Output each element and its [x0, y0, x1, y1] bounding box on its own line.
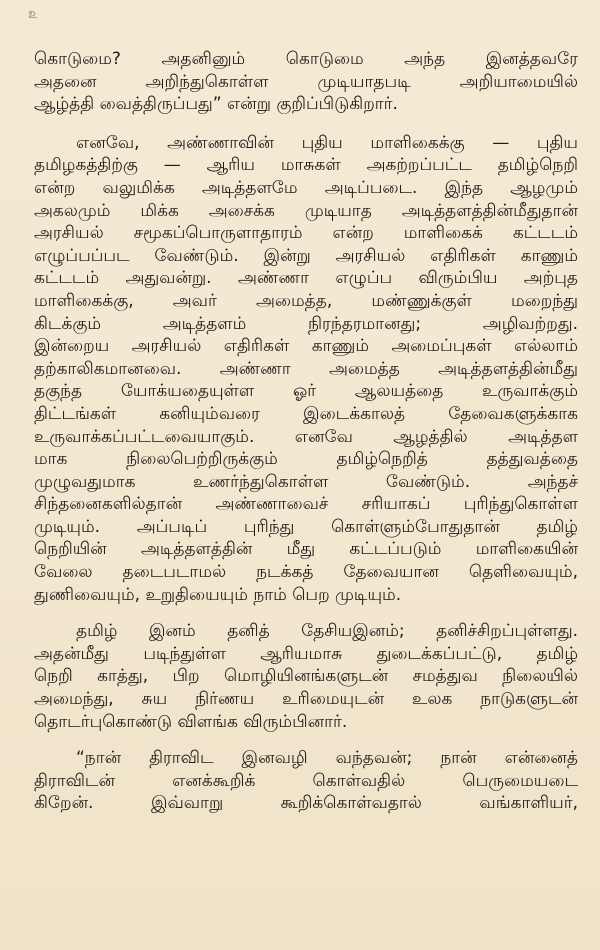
page-number: ௨: [28, 6, 39, 22]
text-line: நெறி காத்து, பிற மொழியினங்களுடன் சமத்துவ நிலையில்: [34, 666, 578, 687]
paragraph-3: [34, 620, 578, 733]
text-line: தொடர்புகொண்டு விளங்க விரும்பினார்.: [34, 711, 348, 732]
text-line: அகலமும் மிக்க அசைக்க முடியாத அடித்தளத்தின்மீதுதான்: [34, 200, 578, 221]
text-line: வேலை தடைபடாமல் நடக்கத் தேவையான தெளிவையும்,: [34, 562, 578, 583]
text-line: இன்றைய அரசியல் எதிரிகள் காணும் அமைப்புகள் எல்லாம்: [34, 336, 578, 357]
text-line: துணிவையும், உறுதியையும் நாம் பெற முடியும்.: [34, 584, 402, 605]
text-line: தகுந்த யோக்யதையுள்ள ஓர் ஆலயத்தை உருவாக்கும்: [34, 381, 578, 402]
text-line: அமைந்து, சுய நிர்ணய உரிமையுடன் உலக நாடுகளுடன்: [34, 689, 578, 710]
text-line: அதனை அறிந்துகொள்ள முடியாதபடி அறியாமையில்: [34, 71, 578, 92]
text-line: கிடக்கும் அடித்தளம் நிரந்தரமானது; அழிவற்றது.: [34, 313, 578, 334]
text-line: “நான் திராவிட இனவழி வந்தவன்; நான் என்னைத்: [76, 748, 578, 769]
text-line: முழுவதுமாக உணர்ந்துகொள்ள வேண்டும். அந்தச்: [34, 471, 578, 492]
text-line: ஆழ்த்தி வைத்திருப்பது” என்று குறிப்பிடுகிறார்.: [34, 94, 398, 115]
text-line: அரசியல் சமூகப்பொருளாதாரம் என்ற மாளிகைக் கட்டடம்: [34, 223, 578, 244]
text-line: கட்டடம் அதுவன்று. அண்ணா எழுப்ப விரும்பிய அற்புத: [34, 268, 578, 289]
text-line: அதன்மீது படிந்துள்ள ஆரியமாசு துடைக்கப்பட்டு, தமிழ்: [34, 643, 578, 664]
paragraph-1: [34, 48, 578, 116]
text-line: எனவே, அண்ணாவின் புதிய மாளிகைக்கு — புதிய: [76, 132, 578, 153]
text-line: கொடுமை? அதனினும் கொடுமை அந்த இனத்தவரே: [34, 49, 578, 69]
text-line: திராவிடன் எனக்கூறிக் கொள்வதில் பெருமையடை: [34, 770, 578, 791]
text-line: மாக நிலைபெற்றிருக்கும் தமிழ்நெறித் தத்துவத்தை: [34, 449, 578, 470]
paragraph-4: [34, 747, 578, 815]
text-line: சிந்தனைகளில்தான் அண்ணாவைச் சரியாகப் புரிந்துகொள்ள: [34, 494, 578, 515]
text-line: மாளிகைக்கு, அவர் அமைத்த, மண்ணுக்குள் மறைந்து: [34, 290, 578, 311]
text-line: தமிழ் இனம் தனித் தேசியஇனம்; தனிச்சிறப்புள்ளது.: [76, 621, 578, 642]
text-line: உருவாக்கப்பட்டவையாகும். எனவே ஆழத்தில் அடித்தள: [34, 426, 578, 447]
text-line: நெறியின் அடித்தளத்தின் மீது கட்டப்படும் மாளிகையின்: [34, 539, 578, 560]
text-line: தமிழகத்திற்கு — ஆரிய மாசுகள் அகற்றப்பட்ட தமிழ்நெறி: [34, 155, 578, 176]
text-line: என்ற வலுமிக்க அடித்தளமே அடிப்படை. இந்த ஆழமும்: [34, 177, 578, 198]
text-line: தற்காலிகமானவை. அண்ணா அமைத்த அடித்தளத்தின்மீது: [34, 358, 578, 379]
text-line: கிறேன். இவ்வாறு கூறிக்கொள்வதால் வங்காளியர்,: [34, 793, 578, 814]
text-line: திட்டங்கள் கனியும்வரை இடைக்காலத் தேவைகளுக்காக: [34, 403, 578, 424]
text-line: எழுப்பப்பட வேண்டும். இன்று அரசியல் எதிரிகள் காணும்: [34, 245, 578, 266]
text-line: முடியும். அப்படிப் புரிந்து கொள்ளும்போதுதான் தமிழ்: [34, 516, 578, 537]
paragraph-2: [34, 132, 578, 606]
